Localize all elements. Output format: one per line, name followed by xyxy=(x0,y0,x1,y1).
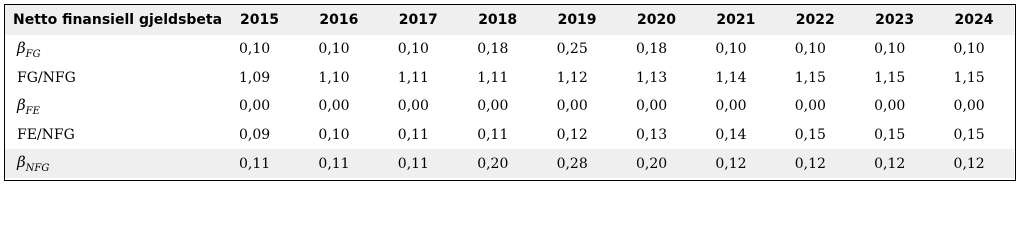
table-cell: 0,00 xyxy=(953,98,985,115)
table-cell: 0,11 xyxy=(379,149,458,178)
year-header: 2021 xyxy=(696,5,775,35)
table-cell: 0,12 xyxy=(935,149,1014,178)
table-row xyxy=(5,64,1014,93)
beta-subscript: NFG xyxy=(25,163,50,175)
table-cell: 0,25 xyxy=(556,41,588,58)
table-cell: 0,00 xyxy=(794,98,826,115)
table-cell: 0,11 xyxy=(397,127,429,144)
table-cell: 0,11 xyxy=(220,149,299,178)
beta-subscript: FE xyxy=(25,105,40,117)
table-row xyxy=(5,35,1014,64)
year-header: 2020 xyxy=(617,5,696,35)
beta-subscript: FG xyxy=(25,48,41,60)
table-cell: 0,10 xyxy=(953,41,985,58)
table-cell: 0,10 xyxy=(318,127,350,144)
year-header: 2016 xyxy=(299,5,378,35)
row-label: FG/NFG xyxy=(17,69,76,86)
table-cell: 0,10 xyxy=(874,41,906,58)
table-cell: 1,12 xyxy=(556,69,588,86)
table-frame xyxy=(4,4,1016,181)
table-cell: 0,18 xyxy=(635,41,668,58)
table-cell: 0,00 xyxy=(635,98,668,115)
beta-symbol: β xyxy=(17,38,26,57)
table-cell: 0,14 xyxy=(715,127,747,144)
table-cell: 0,10 xyxy=(715,41,747,58)
table-cell: 0,10 xyxy=(397,41,429,58)
table-cell: 0,28 xyxy=(538,149,617,178)
row-label xyxy=(5,149,220,178)
table-cell: 0,00 xyxy=(477,98,509,115)
table-row xyxy=(5,92,1014,121)
table-row xyxy=(5,149,1014,178)
year-header: 2023 xyxy=(855,5,934,35)
row-label xyxy=(5,35,220,64)
table-cell: 0,15 xyxy=(794,127,826,144)
table-cell: 0,12 xyxy=(556,127,588,144)
table-cell: 1,11 xyxy=(397,69,429,86)
table-cell: 0,12 xyxy=(776,149,855,178)
table-cell: 0,12 xyxy=(855,149,934,178)
table-cell: 0,00 xyxy=(239,98,271,115)
year-header: 2017 xyxy=(379,5,458,35)
table-cell: 1,13 xyxy=(635,69,668,86)
table-cell: 0,10 xyxy=(794,41,826,58)
year-header: 2018 xyxy=(458,5,537,35)
table-cell: 1,14 xyxy=(715,69,747,86)
table-cell: 0,20 xyxy=(617,149,696,178)
table-cell: 0,15 xyxy=(953,127,985,144)
table-cell: 1,11 xyxy=(477,69,509,86)
header-label: Netto finansiell gjeldsbeta xyxy=(5,5,220,35)
table-cell: 0,12 xyxy=(696,149,775,178)
table-cell: 0,00 xyxy=(556,98,588,115)
table-cell: 0,13 xyxy=(635,127,668,144)
table-cell: 1,10 xyxy=(318,69,350,86)
year-header: 2022 xyxy=(776,5,855,35)
beta-table xyxy=(5,5,1014,178)
table-cell: 0,10 xyxy=(239,41,271,58)
table-cell: 0,00 xyxy=(397,98,429,115)
table-cell: 1,15 xyxy=(794,69,826,86)
table-cell: 0,10 xyxy=(318,41,350,58)
year-header: 2015 xyxy=(220,5,299,35)
table-cell: 0,00 xyxy=(715,98,747,115)
table-cell: 0,15 xyxy=(874,127,906,144)
table-cell: 0,20 xyxy=(458,149,537,178)
beta-symbol: β xyxy=(17,95,26,114)
table-cell: 0,09 xyxy=(239,127,271,144)
table-cell: 0,11 xyxy=(477,127,509,144)
table-cell: 1,15 xyxy=(874,69,906,86)
table-cell: 0,18 xyxy=(477,41,509,58)
table-cell: 0,00 xyxy=(874,98,906,115)
table-cell: 0,11 xyxy=(299,149,378,178)
beta-symbol: β xyxy=(17,153,26,172)
year-header: 2024 xyxy=(935,5,1014,35)
row-label: FE/NFG xyxy=(17,127,75,144)
row-label xyxy=(5,92,220,121)
table-cell: 1,15 xyxy=(953,69,985,86)
table-row xyxy=(5,121,1014,150)
header-row xyxy=(5,5,1014,35)
year-header: 2019 xyxy=(538,5,617,35)
table-cell: 1,09 xyxy=(239,69,271,86)
table-cell: 0,00 xyxy=(318,98,350,115)
